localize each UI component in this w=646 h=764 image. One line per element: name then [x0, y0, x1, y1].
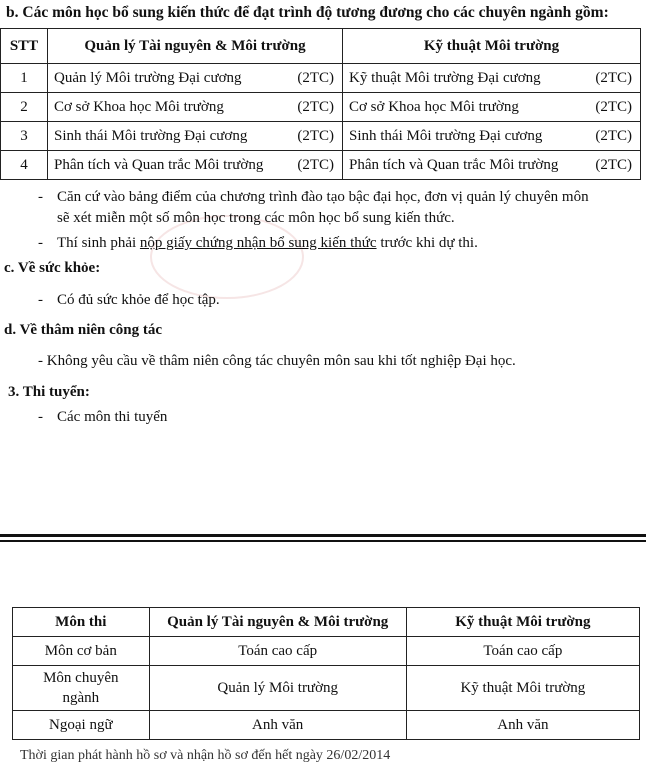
- bullet-dash: -: [38, 189, 43, 205]
- health-requirement: Có đủ sức khỏe để học tập.: [57, 292, 220, 308]
- credit-count: (2TC): [297, 98, 334, 115]
- row-stt: 3: [1, 122, 48, 151]
- note-exemption-line2: sẽ xét miễn một số môn học trong các môn học bổ sung kiến thức.: [57, 210, 455, 226]
- credit-count: (2TC): [595, 69, 632, 86]
- credit-count: (2TC): [297, 69, 334, 86]
- certificate-requirement: nộp giấy chứng nhận bổ sung kiến thức: [139, 235, 377, 251]
- exam-subject: Ngoại ngữ: [13, 711, 150, 740]
- credit-count: (2TC): [297, 127, 334, 144]
- table-row: [1, 151, 641, 180]
- cut-off-text: Thời gian phát hành hồ sơ và nhận hồ sơ đến hết ngày 26/02/2014: [20, 748, 391, 763]
- credit-count: (2TC): [595, 156, 632, 173]
- course-name: Phân tích và Quan trắc Môi trường: [349, 156, 559, 173]
- section-d-heading: d. Về thâm niên công tác: [4, 322, 163, 338]
- exam-course: Anh văn: [406, 711, 639, 740]
- header-qltn: Quản lý Tài nguyên & Môi trường: [149, 608, 406, 637]
- header-ktmt: Kỹ thuật Môi trường: [343, 29, 641, 64]
- course-name: Quản lý Môi trường Đại cương: [54, 69, 242, 86]
- table-row: [1, 93, 641, 122]
- exam-course: Anh văn: [149, 711, 406, 740]
- supplementary-courses-table: [0, 28, 641, 180]
- exam-course: Kỹ thuật Môi trường: [406, 666, 639, 711]
- header-ktmt: Kỹ thuật Môi trường: [406, 608, 639, 637]
- section-c-heading: c. Về sức khỏe:: [4, 260, 101, 276]
- exam-subject: Môn cơ bản: [13, 637, 150, 666]
- table-row: [13, 666, 640, 711]
- header-stt: STT: [1, 29, 48, 64]
- course-name: Cơ sở Khoa học Môi trường: [349, 98, 519, 115]
- exam-course: Toán cao cấp: [406, 637, 639, 666]
- table-header-row: [1, 29, 641, 64]
- exam-subject: Môn chuyên ngành: [13, 666, 150, 711]
- exam-course: Toán cao cấp: [149, 637, 406, 666]
- page-break-rule: [0, 540, 646, 542]
- table-row: [13, 637, 640, 666]
- table-header-row: [13, 608, 640, 637]
- page-break-rule: [0, 534, 646, 537]
- row-stt: 1: [1, 64, 48, 93]
- seniority-requirement: - Không yêu cầu về thâm niên công tác chuyên môn sau khi tốt nghiệp Đại học.: [38, 353, 516, 369]
- row-stt: 4: [1, 151, 48, 180]
- faded-stamp: [150, 215, 304, 299]
- table-row: [13, 711, 640, 740]
- header-subject: Môn thi: [13, 608, 150, 637]
- course-name: Cơ sở Khoa học Môi trường: [54, 98, 224, 115]
- course-name: Sinh thái Môi trường Đại cương: [349, 127, 543, 144]
- exam-course: Quản lý Môi trường: [149, 666, 406, 711]
- bullet-dash: -: [38, 409, 43, 425]
- credit-count: (2TC): [595, 98, 632, 115]
- credit-count: (2TC): [297, 156, 334, 173]
- note-exemption-line1: Căn cứ vào bảng điểm của chương trình đào tạo bậc đại học, đơn vị quản lý chuyên môn: [57, 189, 589, 205]
- note-certificate: Thí sinh phải nộp giấy chứng nhận bổ sung kiến thức trước khi dự thi.: [57, 235, 478, 251]
- bullet-dash: -: [38, 292, 43, 308]
- exam-subjects-label: Các môn thi tuyển: [57, 409, 168, 425]
- row-stt: 2: [1, 93, 48, 122]
- section-3-heading: 3. Thi tuyển:: [8, 384, 90, 400]
- course-name: Sinh thái Môi trường Đại cương: [54, 127, 248, 144]
- course-name: Kỹ thuật Môi trường Đại cương: [349, 69, 541, 86]
- table-row: [1, 64, 641, 93]
- section-b-heading: b. Các môn học bổ sung kiến thức để đạt trình độ tương đương cho các chuyên ngành gồm:: [6, 4, 609, 21]
- course-name: Phân tích và Quan trắc Môi trường: [54, 156, 264, 173]
- table-row: [1, 122, 641, 151]
- exam-subjects-table: [12, 607, 640, 740]
- credit-count: (2TC): [595, 127, 632, 144]
- bullet-dash: -: [38, 235, 43, 251]
- header-qltn: Quản lý Tài nguyên & Môi trường: [48, 29, 343, 64]
